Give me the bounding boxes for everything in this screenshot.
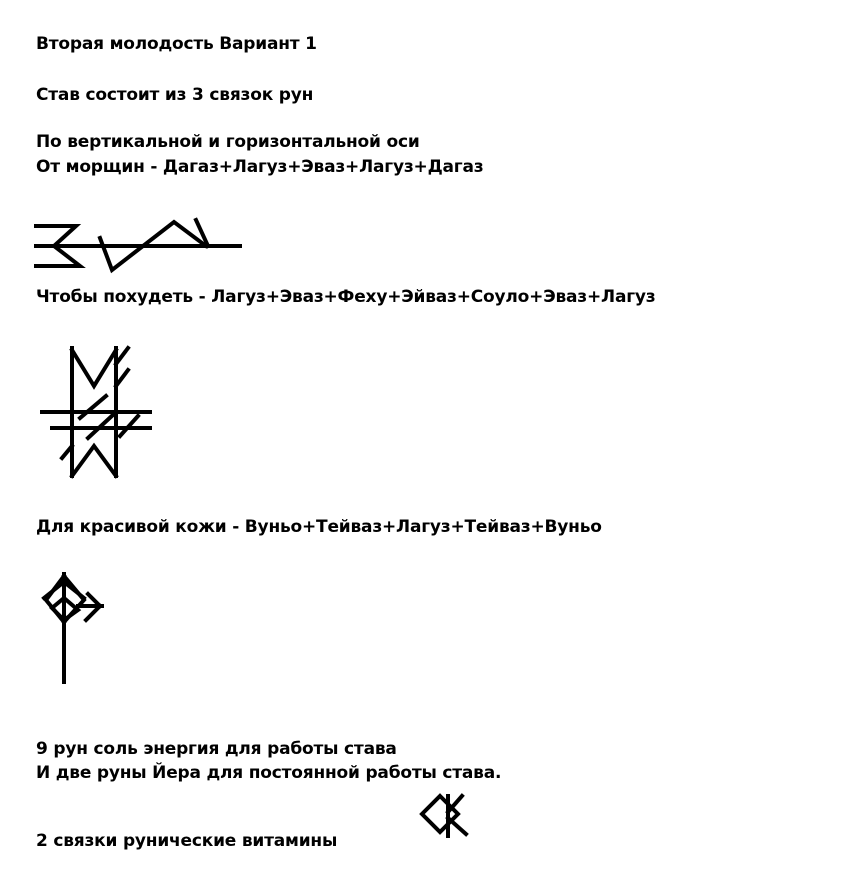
vitamins-text: 2 связки рунические витамины: [36, 831, 338, 851]
skin-bindrune-icon: [38, 570, 108, 686]
skin-formula: Для красивой кожи - Вуньо+Тейваз+Лагуз+Тейваз+Вуньо: [36, 517, 602, 537]
intro-text: Став состоит из 3 связок рун: [36, 85, 314, 105]
wrinkles-bindrune-icon: [30, 212, 245, 274]
energy-text: 9 рун соль энергия для работы става: [36, 739, 397, 759]
weight-formula: Чтобы похудеть - Лагуз+Эваз+Феху+Эйваз+Соуло+Эваз+Лагуз: [36, 287, 656, 307]
jera-text: И две руны Йера для постоянной работы става.: [36, 763, 502, 783]
vitamins-bindrune-icon: [418, 792, 474, 840]
axis-note-text: По вертикальной и горизонтальной оси: [36, 132, 420, 152]
wrinkles-formula: От морщин - Дагаз+Лагуз+Эваз+Лагуз+Дагаз: [36, 157, 484, 177]
weight-bindrune-icon: [38, 342, 158, 482]
document-title: Вторая молодость Вариант 1: [36, 34, 317, 54]
